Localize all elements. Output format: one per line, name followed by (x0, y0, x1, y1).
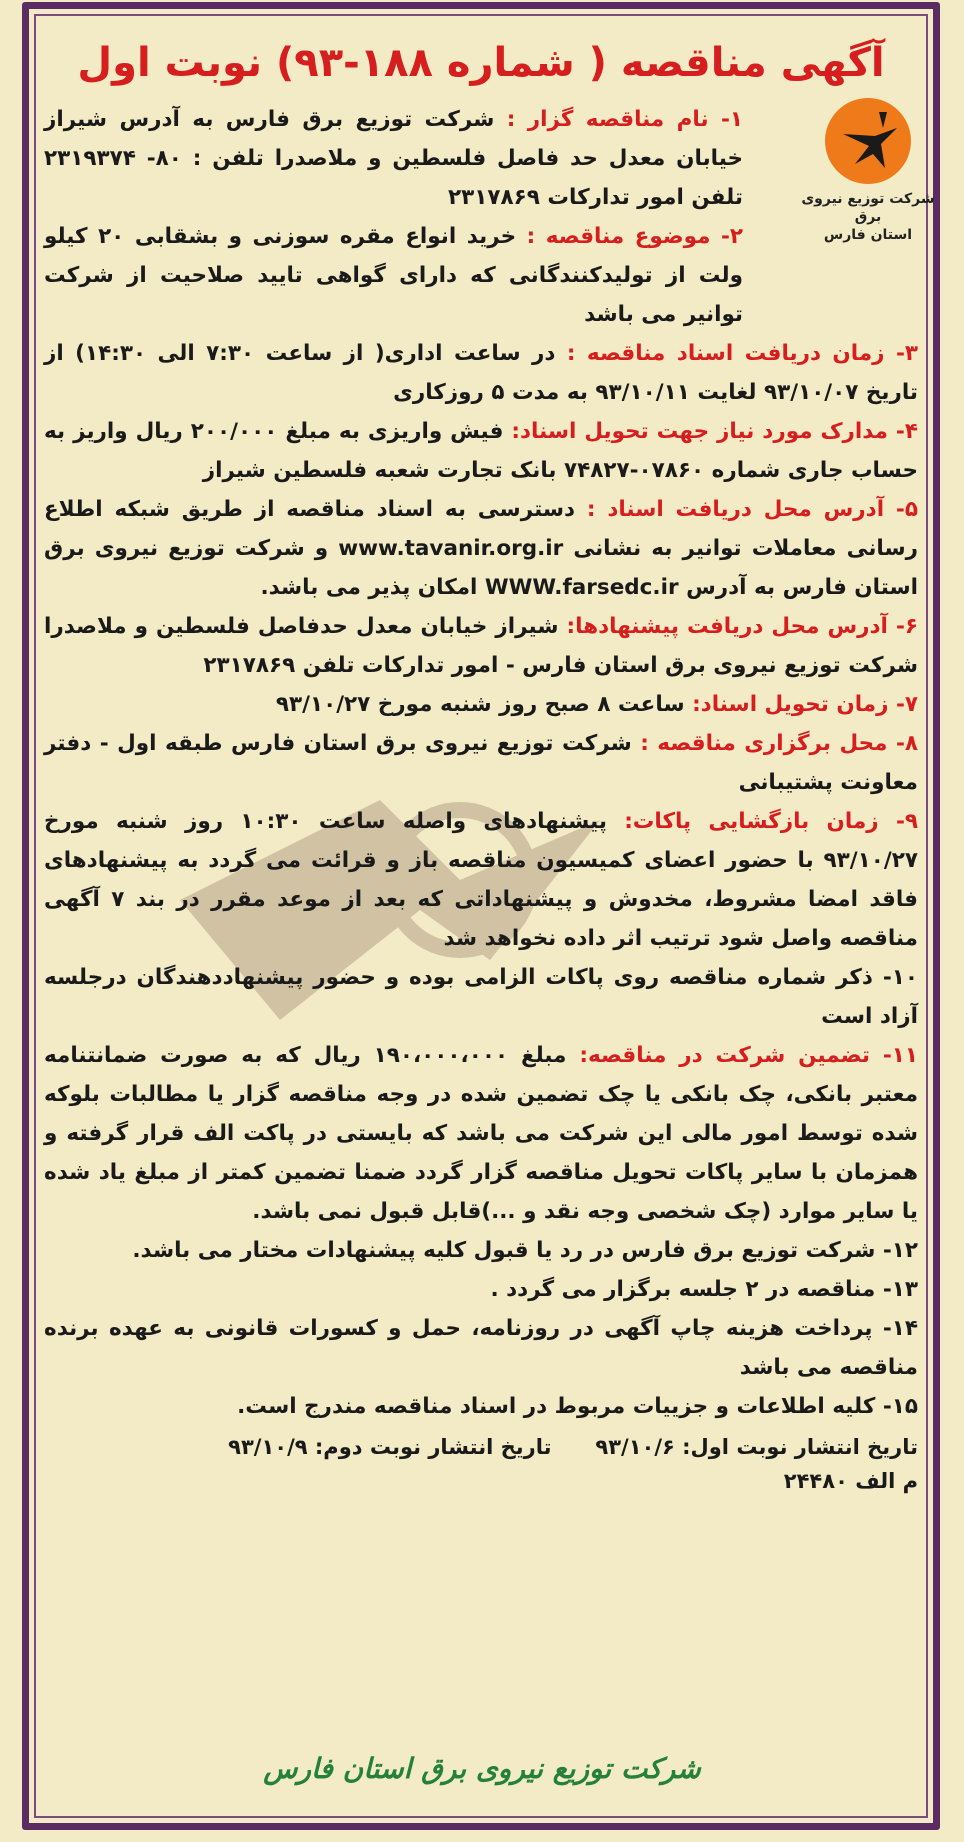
item-9 (44, 802, 918, 958)
first-publication-date: تاریخ انتشار نوبت اول: ۹۳/۱۰/۶ (595, 1435, 918, 1459)
item-3 (44, 334, 918, 412)
item-8 (44, 724, 918, 802)
item-7-label: ۷- زمان تحویل اسناد: (692, 692, 918, 717)
item-5-label: ۵- آدرس محل دریافت اسناد : (586, 497, 918, 522)
item-1-label: ۱- نام مناقصه گزار : (506, 107, 743, 132)
item-6-text: شیراز خیابان معدل حدفاصل فلسطین و ملاصدرا شرکت توزیع نیروی برق استان فارس - امور تدارکات تلفن ۲۳۱۷۸۶۹ (44, 614, 918, 678)
logo-line-1: شرکت توزیع نیروی برق (801, 191, 935, 225)
item-12 (44, 1231, 918, 1270)
item-2-label: ۲- موضوع مناقصه : (526, 224, 744, 249)
item-4 (44, 412, 918, 490)
item-15-text: ۱۵- کلیه اطلاعات و جزییات مربوط در اسناد مناقصه مندرج است. (237, 1394, 918, 1419)
item-4-text: فیش واریزی به مبلغ ۲۰۰/۰۰۰ ریال واریز به حساب جاری شماره ۰۷۸۶۰-۷۴۸۲۷ بانک تجارت شعبه فلسطین شیراز (44, 419, 918, 483)
item-15 (44, 1387, 918, 1426)
item-7-text: ساعت ۸ صبح روز شنبه مورخ ۹۳/۱۰/۲۷ (275, 692, 693, 717)
item-12-text: ۱۲- شرکت توزیع برق فارس در رد یا قبول کلیه پیشنهادات مختار می باشد. (132, 1238, 918, 1263)
item-14 (44, 1309, 918, 1387)
item-11-text: مبلغ ۱۹۰،۰۰۰،۰۰۰ ریال که به صورت ضمانتنامه معتبر بانکی، چک بانکی یا چک تضمین شده در وجه مناقصه گزار یا مطالبات بلوکه شده توسط امور مالی این شرکت می باشد که بایستی در پاکت الف قرار گرفته و همزمان با سایر پاکات تحویل مناقصه گزار گردد ضمنا تضمین کمتر از مبلغ یاد شده یا سایر موارد (چک شخصی وجه نقد و ...)قابل قبول نمی باشد. (44, 1043, 918, 1224)
item-6 (44, 607, 918, 685)
item-1 (44, 100, 743, 217)
item-7 (44, 685, 918, 724)
item-2 (44, 217, 743, 334)
item-4-label: ۴- مدارک مورد نیاز جهت تحویل اسناد: (511, 419, 918, 444)
item-13-text: ۱۳- مناقصه در ۲ جلسه برگزار می گردد . (490, 1277, 918, 1302)
item-9-label: ۹- زمان بازگشایی پاکات: (624, 809, 918, 834)
item-13 (44, 1270, 918, 1309)
item-6-label: ۶- آدرس محل دریافت پیشنهادها: (566, 614, 918, 639)
item-9-text: پیشنهادهای واصله ساعت ۱۰:۳۰ روز شنبه مورخ ۹۳/۱۰/۲۷ با حضور اعضای کمیسیون مناقصه باز و قرائت می گردد به پیشنهادهای فاقد امضا مشروط، مخدوش و پیشنهاداتی که بعد از موعد مقرر در بند ۷ آگهی مناقصه واصل شود ترتیب اثر داده نخواهد شد (44, 809, 918, 951)
item-8-label: ۸- محل برگزاری مناقصه : (640, 731, 919, 756)
item-5-text: دسترسی به اسناد مناقصه از طریق شبکه اطلاع رسانی معاملات توانیر به نشانی www.tavanir.org.ir و شرکت توزیع نیروی برق استان فارس به آدرس WWW.farsedc.ir امکان پذیر می باشد. (44, 497, 918, 600)
item-2-text: خرید انواع مقره سوزنی و بشقابی ۲۰ کیلو ولت از تولیدکنندگانی که دارای گواهی تایید صلاحیت از شرکت توانیر می باشد (44, 224, 743, 327)
item-14-text: ۱۴- پرداخت هزینه چاپ آگهی در روزنامه، حمل و کسورات قانونی به عهده برنده مناقصه می باشد (44, 1316, 918, 1380)
brand-footer: شرکت توزیع نیروی برق استان فارس (263, 1752, 701, 1785)
notice-content (44, 22, 918, 1498)
item-11 (44, 1036, 918, 1231)
second-publication-date: تاریخ انتشار نوبت دوم: ۹۳/۱۰/۹ (228, 1435, 552, 1459)
logo-line-2: استان فارس (823, 227, 913, 243)
item-10-text: ۱۰- ذکر شماره مناقصه روی پاکات الزامی بوده و حضور پیشنهاددهندگان درجلسه آزاد است (44, 965, 918, 1029)
item-10 (44, 958, 918, 1036)
item-11-label: ۱۱- تضمین شرکت در مناقصه: (579, 1043, 918, 1068)
item-1-text: شرکت توزیع برق فارس به آدرس شیراز خیابان معدل حد فاصل فلسطین و ملاصدرا تلفن : ۸۰- ۲۳۱۹۳۷۴ تلفن امور تدارکات ۲۳۱۷۸۶۹ (44, 107, 743, 210)
publication-info (44, 1430, 918, 1498)
notice-title: آگهی مناقصه ( شماره ۱۸۸-۹۳) نوبت اول (77, 40, 885, 86)
publication-dates (44, 1430, 918, 1464)
publication-code: م الف ۲۴۴۸۰ (783, 1469, 918, 1493)
item-8-text: شرکت توزیع نیروی برق استان فارس طبقه اول - دفتر معاونت پشتیبانی (44, 731, 918, 795)
item-3-text: در ساعت اداری( از ساعت ۷:۳۰ الی ۱۴:۳۰) از تاریخ ۹۳/۱۰/۰۷ لغایت ۹۳/۱۰/۱۱ به مدت ۵ روزکاری (44, 341, 918, 405)
item-3-label: ۳- زمان دریافت اسناد مناقصه : (566, 341, 919, 366)
item-5 (44, 490, 918, 607)
